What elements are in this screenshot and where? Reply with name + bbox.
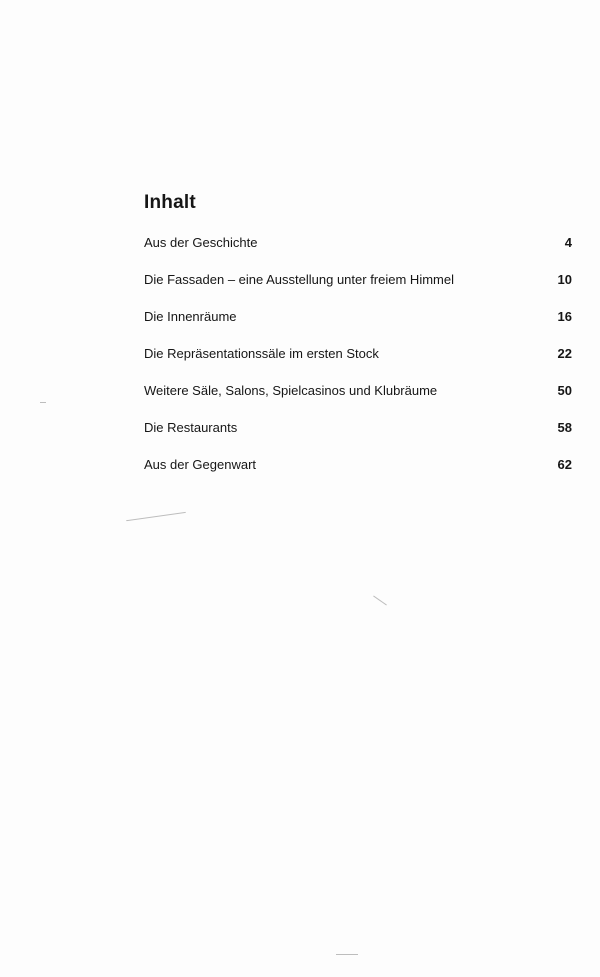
- toc-entry-page: 4: [564, 235, 572, 250]
- toc-entry: [144, 308, 572, 345]
- toc-entry-label: Die Fassaden – eine Ausstellung unter freiem Himmel: [144, 272, 454, 287]
- toc-entry-label: Die Restaurants: [144, 420, 238, 435]
- toc-entry-label: Die Innenräume: [144, 309, 237, 324]
- toc-entry-page: 16: [557, 309, 572, 324]
- toc-entry-label: Die Repräsentationssäle im ersten Stock: [144, 346, 379, 361]
- toc-entry: [144, 234, 572, 271]
- toc-entry: [144, 419, 572, 456]
- toc-entry-page: 58: [557, 420, 572, 435]
- toc-entry: [144, 271, 572, 308]
- toc-entry-page: 50: [557, 383, 572, 398]
- toc-entry-label: Weitere Säle, Salons, Spielcasinos und Klubräume: [144, 383, 438, 398]
- toc-entry-page: 22: [557, 346, 572, 361]
- toc-list: [144, 234, 572, 493]
- toc-entry: [144, 345, 572, 382]
- toc-entry: [144, 456, 572, 493]
- toc-entry: [144, 382, 572, 419]
- toc-entry-label: Aus der Geschichte: [144, 235, 258, 250]
- toc-entry-page: 62: [557, 457, 572, 472]
- toc-title: Inhalt: [144, 192, 196, 213]
- scan-speck: [40, 402, 46, 403]
- scan-speck: [373, 596, 387, 606]
- scan-speck: [126, 512, 186, 521]
- toc-entry-page: 10: [557, 272, 572, 287]
- toc-entry-label: Aus der Gegenwart: [144, 457, 257, 472]
- scan-speck: [336, 954, 358, 955]
